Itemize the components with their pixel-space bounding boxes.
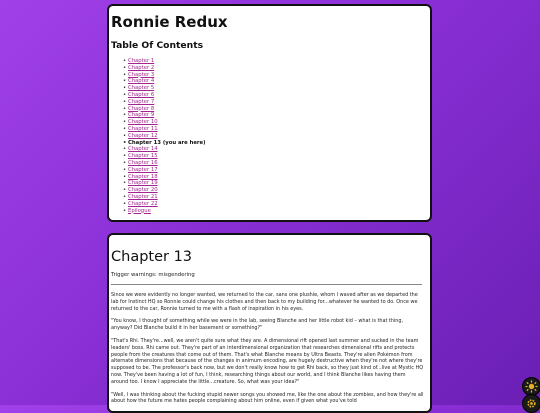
divider — [111, 284, 422, 285]
toc-panel — [107, 4, 432, 222]
toc-link[interactable]: Chapter 1 — [128, 58, 155, 64]
chapter-paragraph: Since we were evidently no longer wanted, we returned to the car, sans one plushie, whom I waved after as we departed the lab for Instinct HQ so Ronnie could change his clothes and then back to my building for...whatever he wanted to do. Once we returned to the car, Ronnie turned to me with a flash of inspiration in his eyes. — [111, 292, 418, 312]
toc-item — [128, 99, 430, 106]
toc-item — [128, 85, 430, 92]
toc-item — [128, 208, 430, 215]
toc-item — [128, 194, 430, 201]
toc-link[interactable]: Chapter 6 — [128, 91, 155, 98]
toc-link[interactable]: Chapter 9 — [128, 112, 155, 119]
toc-link[interactable]: Chapter 7 — [128, 98, 155, 105]
toc-link[interactable]: Chapter 16 — [128, 159, 158, 166]
chapter-paragraph: "Well, I was thinking about the fucking stupid newer songs you showed me, like the one about the zombies, and how they're all about how the future me hates people complaining about him online, even if given what you've told — [111, 391, 424, 405]
chapter-paragraph: "You know, I thought of something while we were in the lab, seeing Blanche and her little robot kid – what is that thing, anyway? Did Blanche build it in her basement or something?" — [111, 318, 404, 332]
site-title: Ronnie Redux — [111, 13, 228, 31]
chapter-title: Chapter 13 — [111, 249, 193, 265]
toc-item-current: • Chapter 13 (you are here) — [128, 140, 430, 147]
toc-item — [128, 153, 430, 160]
toc-item — [128, 92, 430, 99]
toc-item — [128, 180, 430, 187]
toc-item — [128, 72, 430, 79]
toc-link[interactable]: Chapter 5 — [128, 85, 155, 92]
toc-item — [128, 119, 430, 126]
toc-link[interactable]: Chapter 20 — [128, 187, 158, 194]
toc-link[interactable]: Chapter 12 — [128, 132, 158, 139]
chapter-panel — [107, 233, 432, 413]
toc-item — [128, 133, 430, 140]
toc-item — [128, 78, 430, 85]
toc-link[interactable]: Chapter 4 — [128, 78, 155, 85]
toc-item — [128, 160, 430, 167]
toc-link[interactable]: Chapter 21 — [128, 193, 158, 200]
toc-item — [128, 65, 430, 72]
toc-link[interactable]: Chapter 22 — [128, 200, 158, 207]
toc-list — [111, 58, 430, 214]
toc-link[interactable]: Chapter 2 — [128, 64, 155, 71]
toc-item — [128, 146, 430, 153]
toc-link[interactable]: Chapter 14 — [128, 146, 158, 153]
toc-link[interactable]: Chapter 10 — [128, 119, 158, 126]
toc-link[interactable]: Epilogue — [128, 207, 151, 214]
toc-link[interactable]: Chapter 11 — [128, 125, 158, 132]
toc-item — [128, 174, 430, 181]
chapter-paragraph: "That's Rhi. They're...well, we aren't quite sure what they are. A dimensional rift opened last summer and sucked in the team leaders' boss. Rhi came out. They're part of an interdimensional organization that researches dimensional rifts and protects people from the creatures that come out of them. That's what Blanche means by Ultra Beasts. They're alien Pokémon from alternate dimensions that because of the changes in animum encoding, are hugely destructive when they're not where they're supposed to be. The professor's back now, but we don't really know how to get Rhi back, so they just kind of...live at Mystic HQ now. They've been having a lot of fun, I think, researching things about our world, and I think Blanche likes having them around too. I know I appreciate the little...creature. So, what was your idea?" — [111, 337, 424, 385]
toc-item — [128, 112, 430, 119]
trigger-warning: Trigger warnings: misgendering — [111, 272, 195, 278]
toc-link[interactable]: Chapter 19 — [128, 180, 158, 187]
gear-icon[interactable] — [522, 394, 540, 413]
toc-item — [128, 58, 430, 65]
toc-link[interactable]: Chapter 17 — [128, 166, 158, 173]
toc-link[interactable]: Chapter 15 — [128, 153, 158, 160]
toc-heading: Table Of Contents — [111, 40, 204, 51]
toc-item — [128, 126, 430, 133]
toc-item — [128, 187, 430, 194]
toc-item — [128, 167, 430, 174]
toc-item — [128, 106, 430, 113]
toc-link[interactable]: Chapter 3 — [128, 71, 155, 78]
toc-item — [128, 201, 430, 208]
toc-link[interactable]: Chapter 18 — [128, 173, 158, 180]
toc-link[interactable]: Chapter 8 — [128, 105, 155, 112]
